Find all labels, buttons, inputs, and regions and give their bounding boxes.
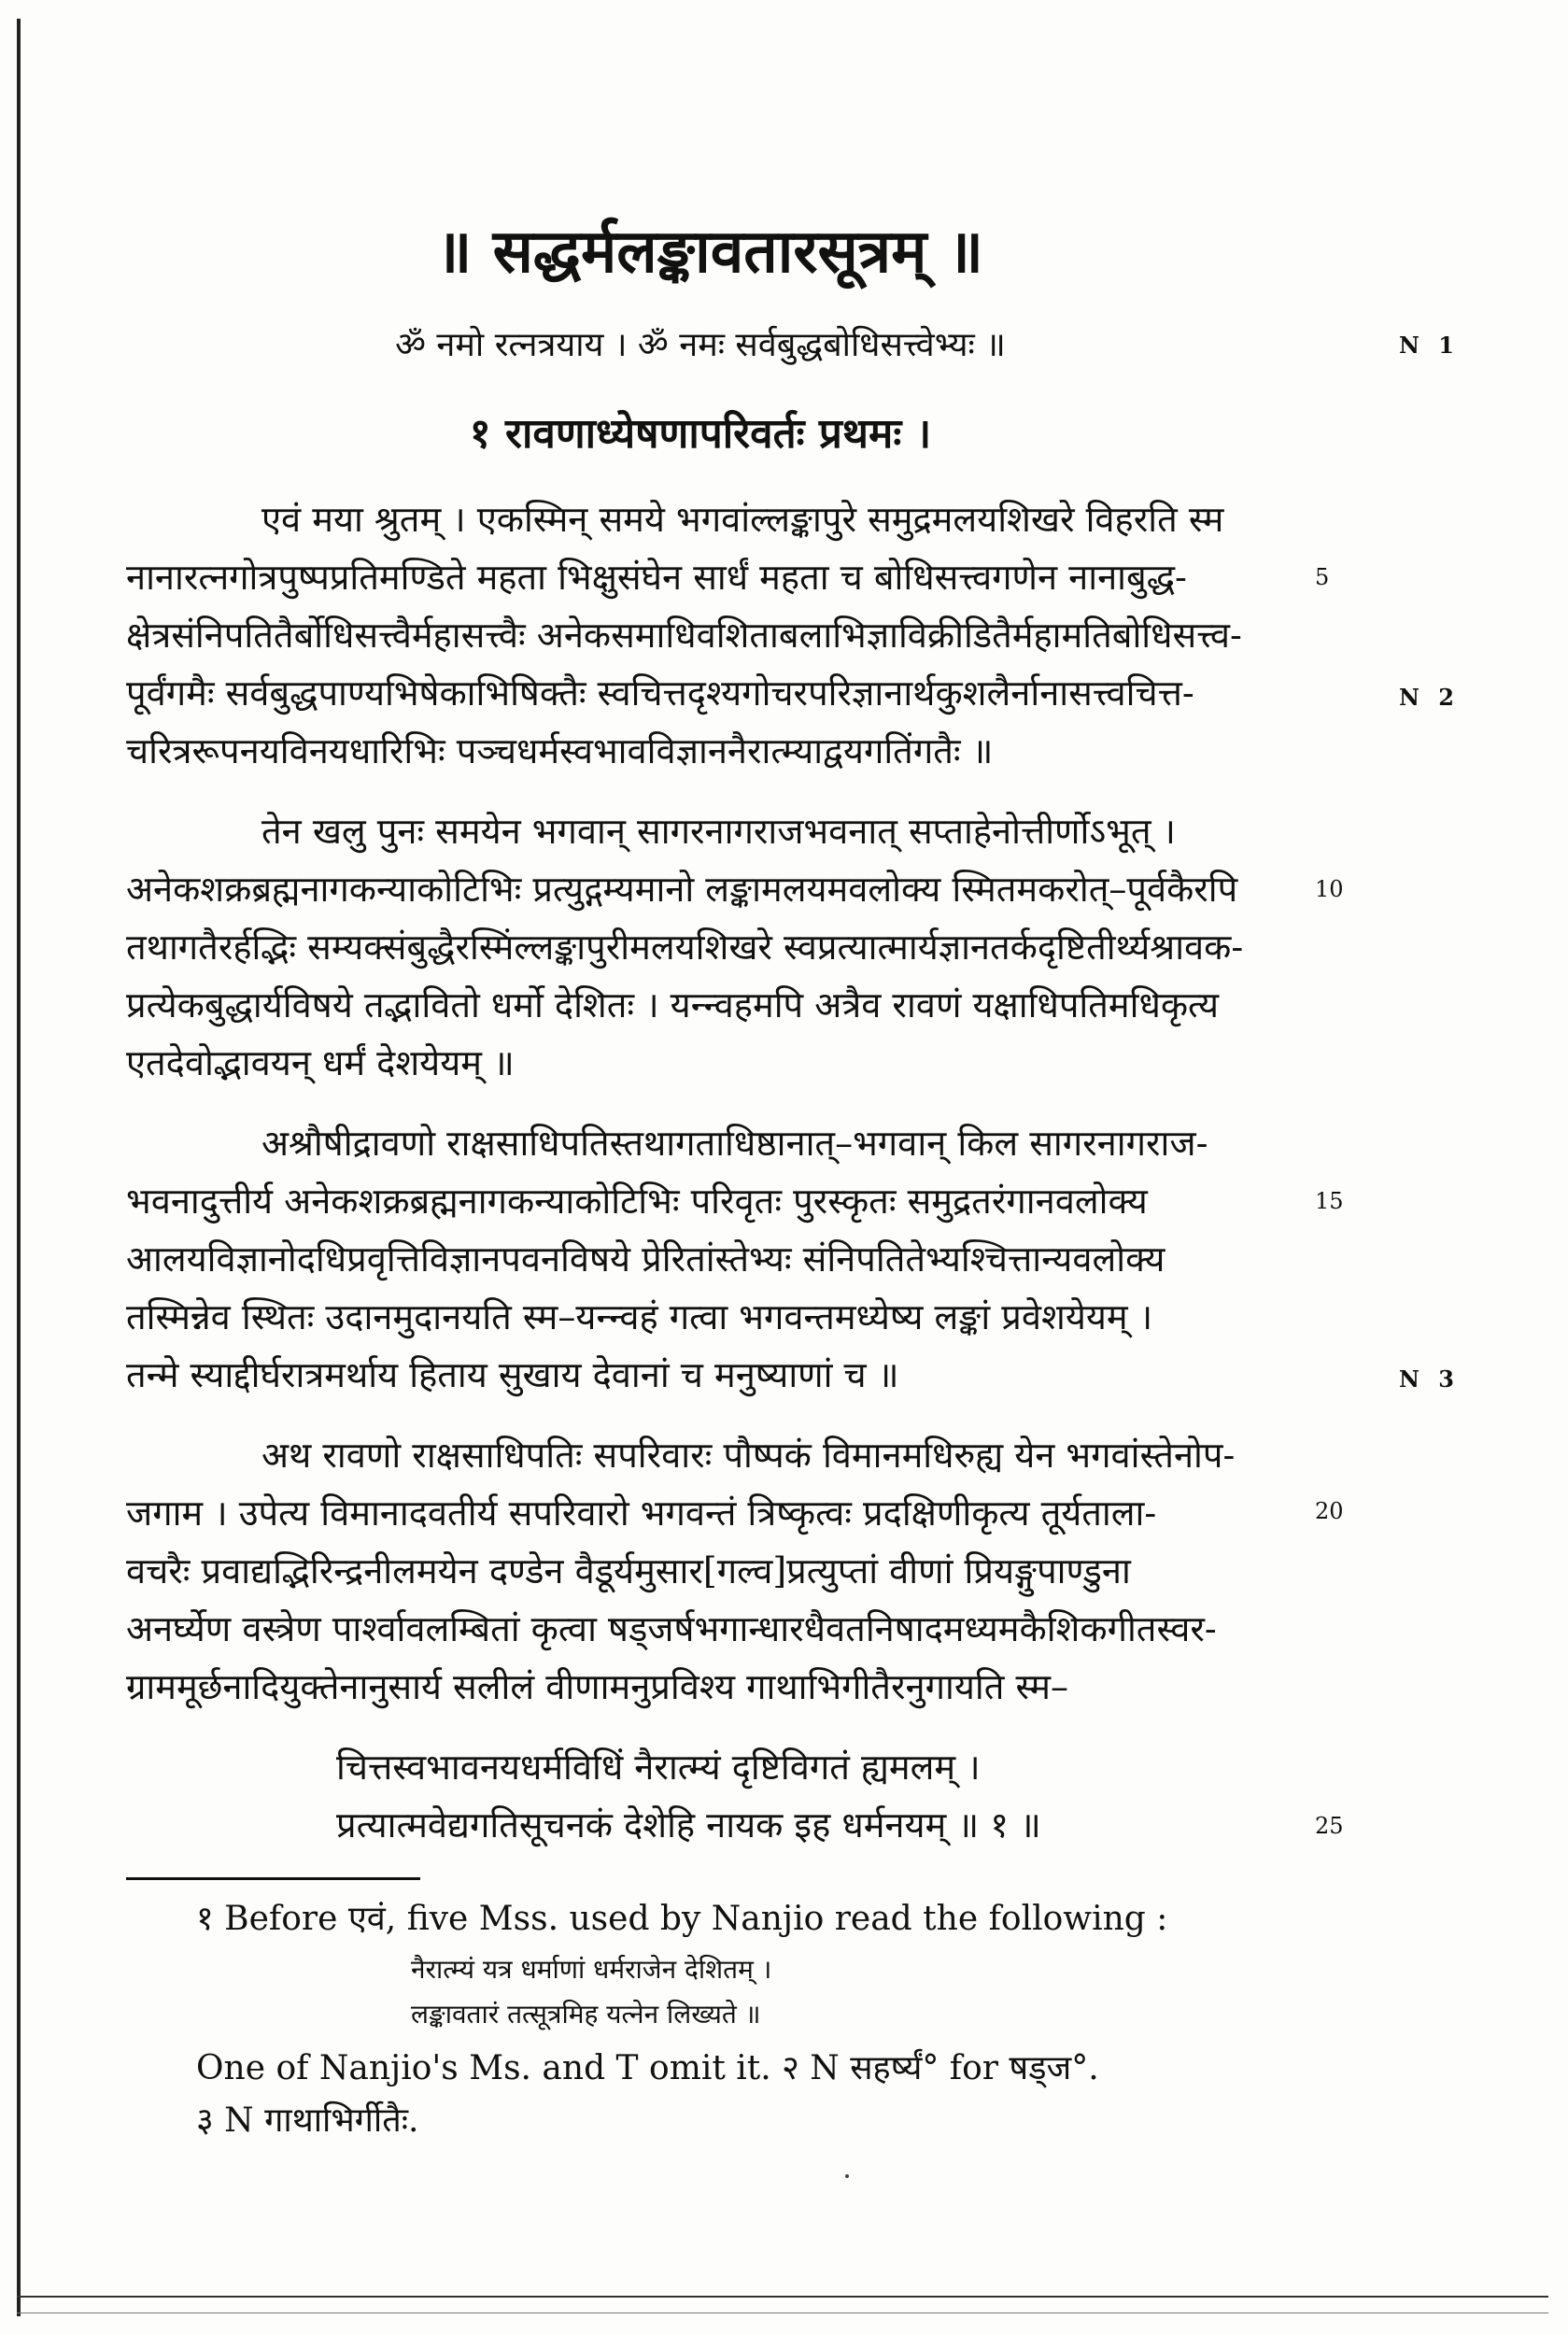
text-line: ग्राममूर्छनादियुक्तेनानुसार्य सलीलं वीणामनुप्रविश्य गाथाभिगीतैरनुगायति स्म– <box>126 1666 1068 1707</box>
text-line: क्षेत्रसंनिपतितैर्बोधिसत्त्वैर्महासत्त्वैः अनेकसमाधिवशिताबलाभिज्ञाविक्रीडितैर्महामतिबोधिसत्त्व- <box>126 615 1242 656</box>
page-edge-bottom <box>17 2296 1548 2298</box>
text-line: आलयविज्ञानोदधिप्रवृत्तिविज्ञानपवनविषये प्रेरितांस्तेभ्यः संनिपतितेभ्यश्चित्तान्यवलोक्य <box>126 1238 1165 1280</box>
text-line: एवं मया श्रुतम् । एकस्मिन् समये भगवांल्लङ्कापुरे समुद्रमलयशिखरे विहरति स्म <box>261 499 1224 540</box>
margin-note-n1: N 1 <box>1399 332 1460 359</box>
page-title: ॥ सद्धर्मलङ्कावतारसूत्रम् ॥ <box>435 217 984 287</box>
line-number: 25 <box>1315 1813 1344 1839</box>
text-line: तथागतैरर्हद्भिः सम्यक्संबुद्धैरस्मिंल्लङ्कापुरीमलयशिखरे स्वप्रत्यात्मार्यज्ञानतर्कदृष्टितीर्थ्यश्रावक- <box>126 927 1244 968</box>
chapter-heading: १ रावणाध्येषणापरिवर्तः प्रथमः । <box>469 410 932 458</box>
margin-note-n2: N 2 <box>1399 684 1460 711</box>
text-line: चरित्ररूपनयविनयधारिभिः पञ्चधर्मस्वभावविज्ञाननैरात्म्याद्वयगतिंगतैः ॥ <box>126 730 994 771</box>
text-line: एतदेवोद्भावयन् धर्मं देशयेयम् ॥ <box>126 1042 515 1083</box>
footnote-1-verse: नैरात्म्यं यत्र धर्माणां धर्मराजेन देशितम् । <box>411 1954 772 1985</box>
page-edge-left <box>17 19 21 2316</box>
line-number: 20 <box>1315 1498 1344 1524</box>
line-number: 5 <box>1315 564 1330 590</box>
text-line: तेन खलु पुनः समयेन भगवान् सागरनागराजभवनात् सप्ताहेनोत्तीर्णोऽभूत् । <box>261 811 1176 852</box>
text-line: अथ रावणो राक्षसाधिपतिः सपरिवारः पौष्पकं विमानमधिरुह्य येन भगवांस्तेनोप- <box>261 1435 1236 1476</box>
text-line: जगाम । उपेत्य विमानादवतीर्य सपरिवारो भगवन्तं त्रिष्कृत्वः प्रदक्षिणीकृत्य तूर्यताला- <box>126 1492 1157 1534</box>
footnote-1: १ Before एवं, five Mss. used by Nanjio read the following : <box>196 1900 1168 1938</box>
text-line: अनर्घ्येण वस्त्रेण पार्श्वावलम्बितां कृत्वा षड्जर्षभगान्धारधैवतनिषादमध्यमकैशिकगीतस्वर- <box>126 1608 1217 1649</box>
verse-line: प्रत्यात्मवेद्यगतिसूचनकं देशेहि नायक इह धर्मनयम् ॥ १ ॥ <box>336 1804 1041 1846</box>
text-line: वचरैः प्रवाद्यद्भिरिन्द्रनीलमयेन दण्डेन वैडूर्यमुसार[गल्व]प्रत्युप्तां वीणां प्रियङ्गुपाण्डुना <box>126 1550 1131 1591</box>
text-line: तन्मे स्याद्दीर्घरात्रमर्थाय हिताय सुखाय देवानां च मनुष्याणां च ॥ <box>126 1354 899 1395</box>
text-line: अश्रौषीद्रावणो राक्षसाधिपतिस्तथागताधिष्ठानात्–भगवान् किल सागरनागराज- <box>261 1123 1208 1164</box>
text-line: भवनादुत्तीर्य अनेकशक्रब्रह्मनागकन्याकोटिभिः परिवृतः पुरस्कृतः समुद्रतरंगानवलोक्य <box>126 1181 1148 1222</box>
footnote-3: ३ N गाथाभिर्गीतैः. <box>196 2101 419 2140</box>
footnote-1-verse: लङ्कावतारं तत्सूत्रमिह यत्नेन लिख्यते ॥ <box>411 1999 761 2030</box>
footnote-2: One of Nanjio's Ms. and T omit it. २ N सहर्ष्यं° for षड्ज°. <box>196 2049 1099 2087</box>
print-speck <box>845 2174 849 2178</box>
text-line: अनेकशक्रब्रह्मनागकन्याकोटिभिः प्रत्युद्गम्यमानो लङ्कामलयमवलोक्य स्मितमकरोत्–पूर्वकैरपि <box>126 869 1238 910</box>
text-line: प्रत्येकबुद्धार्यविषये तद्भावितो धर्मो देशितः । यन्न्वहमपि अत्रैव रावणं यक्षाधिपतिमधिकृत्य <box>126 984 1220 1026</box>
line-number: 15 <box>1315 1188 1344 1214</box>
text-line: नानारत्नगोत्रपुष्पप्रतिमण्डिते महता भिक्षुसंघेन सार्धं महता च बोधिसत्त्वगणेन नानाबुद्ध- <box>126 557 1187 598</box>
text-line: पूर्वंगमैः सर्वबुद्धपाण्यभिषेकाभिषिक्तैः स्वचित्तदृश्यगोचरपरिज्ञानार्थकुशलैर्नानासत्त्वचित्त- <box>126 672 1194 714</box>
line-number: 10 <box>1315 876 1344 902</box>
footnote-rule <box>126 1877 420 1880</box>
margin-note-n3: N 3 <box>1399 1365 1460 1393</box>
invocation: ॐ नमो रत्नत्रयाय । ॐ नमः सर्वबुद्धबोधिसत्त्वेभ्यः ॥ <box>395 326 1006 364</box>
verse-line: चित्तस्वभावनयधर्मविधिं नैरात्म्यं दृष्टिविगतं ह्यमलम् । <box>336 1747 981 1788</box>
text-line: तस्मिन्नेव स्थितः उदानमुदानयति स्म–यन्न्वहं गत्वा भगवन्तमध्येष्य लङ्कां प्रवेशयेयम् । <box>126 1296 1153 1337</box>
